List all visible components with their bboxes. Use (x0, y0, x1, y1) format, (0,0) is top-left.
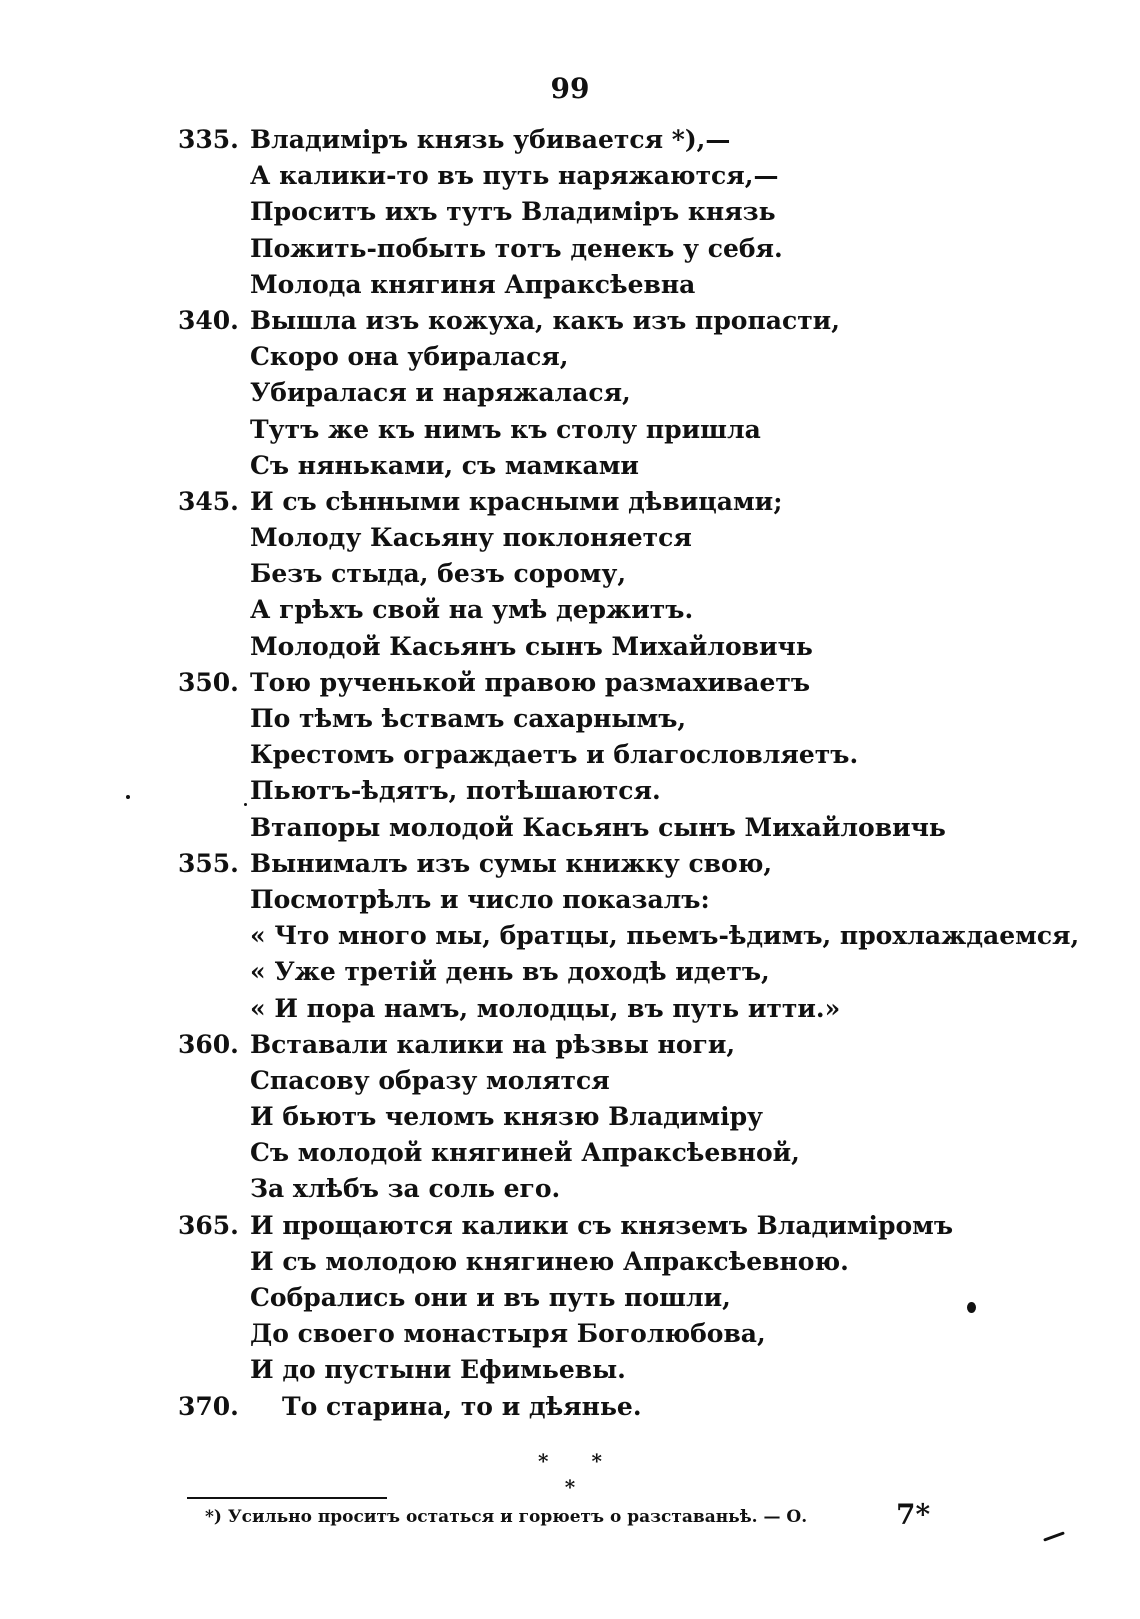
verse-line (178, 194, 1078, 230)
verse-line (178, 1280, 1078, 1316)
verse-text: И до пустыни Ефимьевы. (250, 1355, 626, 1385)
verse-text: До своего монастыря Боголюбова, (250, 1319, 766, 1349)
verse-line (178, 303, 1078, 339)
verse-line (178, 991, 1078, 1027)
line-number: 350. (178, 667, 239, 697)
verse-line (178, 231, 1078, 267)
verse-text: Пожить-побыть тотъ денекъ у себя. (250, 233, 783, 263)
verse-text: И бьютъ челомъ князю Владимiру (250, 1102, 764, 1132)
line-number: 355. (178, 848, 239, 878)
verse-line (178, 1352, 1078, 1388)
verse-line (178, 158, 1078, 194)
line-number: 335. (178, 125, 239, 154)
verse-text: Крестомъ ограждаетъ и благословляетъ. (250, 740, 859, 770)
verse-text: Вышла изъ кожуха, какъ изъ пропасти, (250, 305, 840, 335)
verse-line (178, 448, 1078, 484)
verse-text: А грѣхъ свой на умѣ держитъ. (250, 595, 694, 625)
verse-line (178, 1171, 1078, 1207)
verse-line (178, 339, 1078, 375)
verse-line (178, 1316, 1078, 1352)
verse-text: « И пора намъ, молодцы, въ путь итти.» (250, 993, 841, 1023)
verse-line (178, 556, 1078, 592)
verse-text: По тѣмъ ѣствамъ сахарнымъ, (250, 704, 687, 733)
verse-line (178, 882, 1078, 918)
verse-line (178, 810, 1078, 846)
verse-text: « Что много мы, братцы, пьемъ-ѣдимъ, прохлаждаемся, (250, 921, 1080, 951)
verse-line (178, 122, 1078, 158)
verse-text: За хлѣбъ за соль его. (250, 1174, 561, 1204)
verse-line (178, 412, 1078, 448)
verse-line (178, 1027, 1078, 1063)
verse-text: Вынималъ изъ сумы книжку свою, (250, 848, 773, 878)
verse-text: Скоро она убиралася, (250, 342, 569, 372)
separator-stars-top: * * (538, 1449, 620, 1473)
verse-text: Тою рученькой правою размахиваетъ (250, 667, 811, 697)
verse-text: Вставали калики на рѣзвы ноги, (250, 1029, 736, 1059)
verse-text: Убиралася и наряжалася, (250, 378, 631, 408)
verse-text: Собрались они и въ путь пошли, (250, 1283, 731, 1312)
verse-line (178, 846, 1078, 882)
verse-text: Проситъ ихъ тутъ Владимiръ князь (250, 197, 776, 227)
scan-speck (126, 795, 130, 799)
separator-star-bottom: * (564, 1475, 576, 1499)
verse-line (178, 267, 1078, 303)
verse-text: Молодой Касьянъ сынъ Михайловичь (250, 631, 813, 661)
scan-speck (1043, 1531, 1065, 1541)
verse-text: Посмотрѣлъ и число показалъ: (250, 884, 710, 914)
verse-line (178, 1244, 1078, 1280)
verse-text: Молоду Касьяну поклоняется (250, 523, 692, 553)
verse-text: Втапоры молодой Касьянъ сынъ Михайловичь (250, 812, 946, 842)
printer-signature: 7* (896, 1498, 931, 1531)
verse-text: Съ молодой княгиней Апраксѣевной, (250, 1138, 800, 1168)
verse-line (178, 629, 1078, 665)
section-separator (0, 1448, 1140, 1500)
line-number: 365. (178, 1210, 239, 1240)
verse-line (178, 1135, 1078, 1171)
verse-line (178, 592, 1078, 628)
verse-text: « Уже третiй день въ доходѣ идетъ, (250, 957, 770, 987)
line-number: 370. (178, 1391, 239, 1421)
verse-line (178, 665, 1078, 701)
verse-line (178, 375, 1078, 411)
footnote: *) Усильно проситъ остаться и горюетъ о разставаньѣ. — О. (205, 1507, 808, 1527)
verse-line (178, 737, 1078, 773)
scan-speck (244, 803, 247, 806)
verse-text: Молода княгиня Апраксѣевна (250, 269, 696, 299)
verse-text: Владимiръ князь убивается *),— (250, 125, 731, 154)
scan-speck (967, 1302, 976, 1313)
line-number: 360. (178, 1029, 239, 1059)
verse-line (178, 954, 1078, 990)
verse-line (178, 1389, 1078, 1425)
verse-line (178, 1208, 1078, 1244)
verse-text: Тутъ же къ нимъ къ столу пришла (250, 414, 761, 444)
verse-line (178, 1063, 1078, 1099)
verse-text: И съ сѣнными красными дѣвицами; (250, 486, 783, 516)
verse-line (178, 701, 1078, 737)
verse-text: Безъ стыда, безъ сорому, (250, 559, 627, 589)
verse-text: И съ молодою княгинею Апраксѣевною. (250, 1246, 849, 1276)
page-number: 99 (550, 72, 590, 105)
verse-text: Спасову образу молятся (250, 1065, 610, 1095)
line-number: 345. (178, 486, 239, 516)
verse-text: И прощаются калики съ княземъ Владимiромъ (250, 1210, 954, 1240)
verse-text: А калики-то въ путь наряжаются,— (250, 161, 779, 191)
verse-line (178, 484, 1078, 520)
verse-line (178, 520, 1078, 556)
verse-line (178, 773, 1078, 809)
poem (178, 122, 1078, 1425)
verse-line (178, 1099, 1078, 1135)
line-number: 340. (178, 305, 239, 335)
verse-text: То старина, то и дѣянье. (282, 1391, 642, 1421)
footnote-rule (187, 1497, 387, 1499)
verse-text: Съ няньками, съ мамками (250, 450, 639, 480)
verse-text: Пьютъ-ѣдятъ, потѣшаются. (250, 776, 661, 806)
verse-line (178, 918, 1078, 954)
